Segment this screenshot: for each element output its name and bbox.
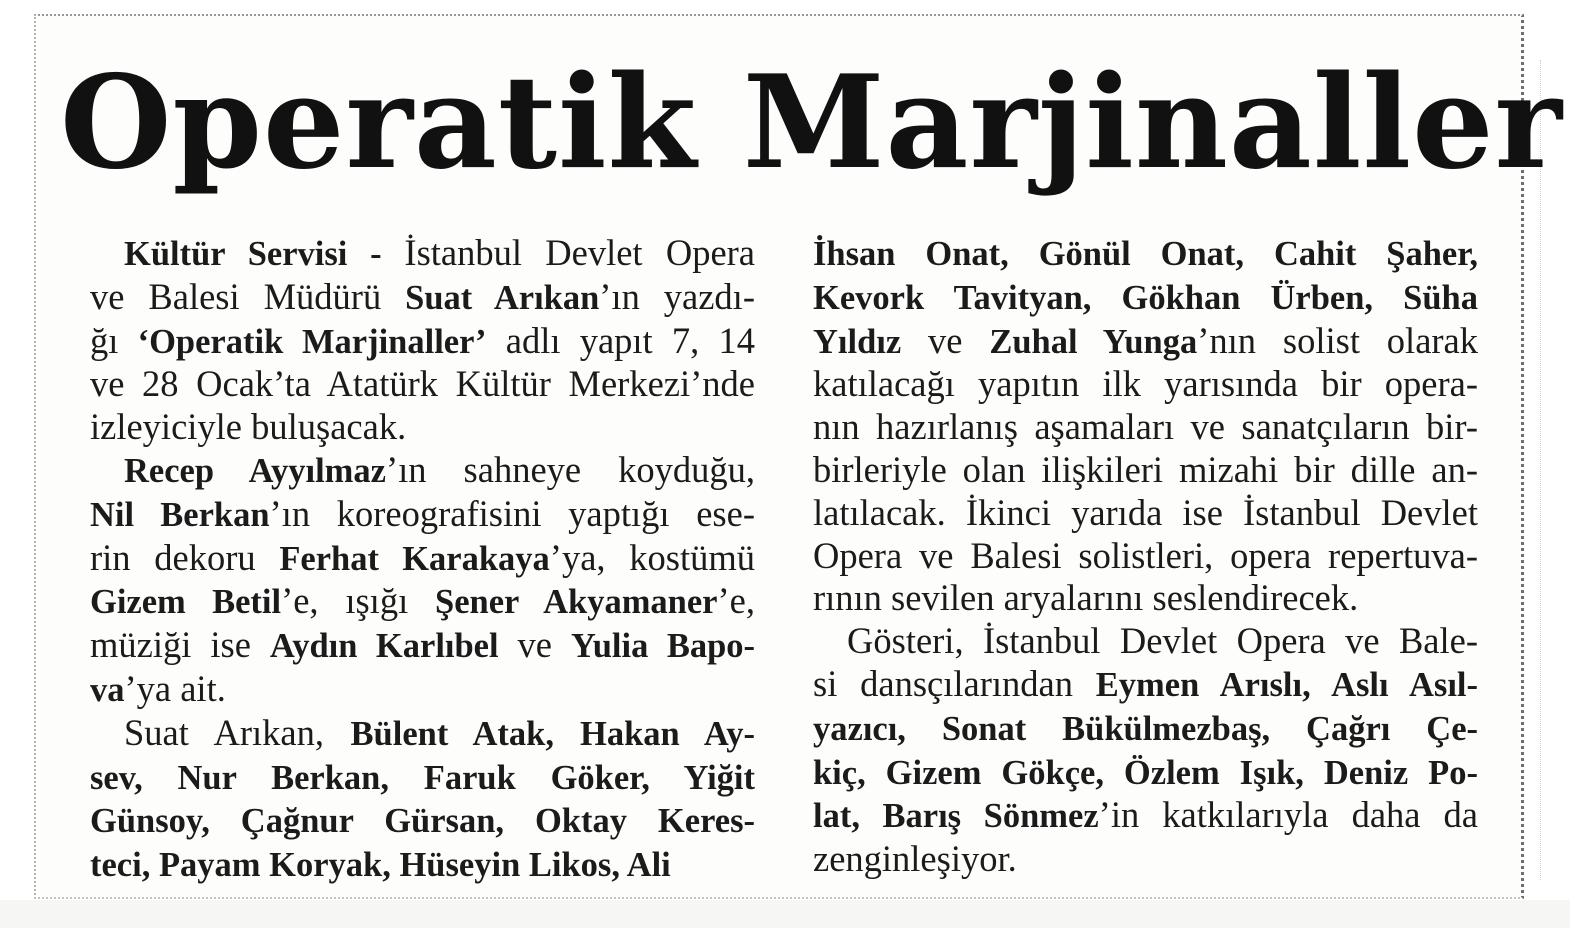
text-line [813, 663, 1478, 707]
text-line [90, 493, 755, 537]
text-line [90, 449, 755, 493]
text-line [813, 577, 1478, 620]
text-line [813, 535, 1478, 578]
text-run: ’nın solist olarak [1197, 319, 1478, 361]
text-run: birleriyle olan ilişkileri mizahi bir dille an- [813, 448, 1478, 490]
bold-name: Kevork Tavityan, Gökhan Ürben, Süha [813, 278, 1478, 317]
bold-name: Günsoy, Çağnur Gürsan, Oktay Keres- [90, 802, 755, 841]
text-line [813, 449, 1478, 492]
bold-name: Aydın Karlıbel [269, 627, 499, 666]
bold-name: Nil Berkan [90, 495, 270, 534]
text-line [813, 492, 1478, 535]
bold-name: kiç, Gizem Gökçe, Özlem Işık, Deniz Po- [813, 753, 1478, 792]
text-line [90, 580, 755, 624]
text-run: ’e, ışığı [281, 580, 436, 622]
bold-name: sev, Nur Berkan, Faruk Göker, Yiğit [90, 758, 755, 797]
text-line [90, 712, 755, 756]
bold-name: va [90, 670, 125, 709]
text-line [813, 838, 1478, 881]
text-line [90, 799, 755, 843]
text-line [813, 320, 1478, 364]
scan-margin [0, 900, 1570, 928]
text-run: ve 28 Ocak’ta Atatürk Kültür Merkezi’nde [90, 363, 755, 405]
text-line [90, 276, 755, 320]
text-line [90, 668, 755, 712]
text-run: rin dekoru [90, 536, 280, 578]
text-run: ve [498, 624, 571, 666]
bold-name: lat, Barış Sönmez [813, 797, 1099, 836]
text-run: zenginleşiyor. [813, 838, 1017, 880]
text-line [90, 406, 755, 449]
text-line [813, 794, 1478, 838]
bold-name: yazıcı, Sonat Bükülmezbaş, Çağrı Çe- [813, 709, 1478, 748]
article-column-right [813, 232, 1478, 881]
text-run: ’ya ait. [124, 667, 226, 709]
text-line [813, 276, 1478, 320]
text-run: katılacağı yapıtın ilk yarısında bir opera- [813, 363, 1478, 405]
bold-name: Şener Akyamaner [435, 583, 718, 622]
text-line [813, 707, 1478, 751]
bold-name: ‘Operatik Marjinaller’ [137, 322, 487, 361]
text-run: Gösteri, İstanbul Devlet Opera ve Bale- [847, 620, 1478, 662]
text-run: si dansçılarından [813, 662, 1096, 704]
text-run: ’e, [717, 580, 755, 622]
text-line [90, 843, 755, 887]
text-run: ’in katkılarıyla daha da [1098, 794, 1478, 836]
text-run: Suat Arıkan, [124, 711, 351, 753]
bold-name: Suat Arıkan [405, 278, 600, 317]
text-line [813, 620, 1478, 663]
text-line [90, 756, 755, 800]
bold-name: Recep Ayyılmaz [124, 451, 386, 490]
bold-name: teci, Payam Koryak, Hüseyin Likos, Ali [90, 846, 671, 885]
text-run: ve [901, 319, 990, 361]
text-line [813, 232, 1478, 276]
text-line [90, 624, 755, 668]
text-line [90, 320, 755, 364]
article-headline: Operatik Marjinaller [60, 48, 1563, 198]
text-run: müziği ise [90, 624, 270, 666]
text-run: İstanbul Devlet Opera [404, 232, 755, 273]
text-run: ’ın koreografisini yaptığı ese- [269, 492, 755, 534]
text-run: ğı [90, 319, 138, 361]
article-column-left [90, 232, 755, 887]
text-run: rının sevilen aryalarını seslendirecek. [813, 577, 1359, 619]
bold-name: Zuhal Yunga [989, 322, 1198, 361]
text-line [813, 751, 1478, 795]
text-run: Opera ve Balesi solistleri, opera repertuva- [813, 534, 1478, 576]
text-run: adlı yapıt 7, 14 [486, 319, 755, 361]
text-line [90, 232, 755, 276]
bold-name: Ferhat Karakaya [279, 539, 550, 578]
bold-name: Yıldız [813, 322, 902, 361]
bold-name: Yulia Bapo- [570, 627, 756, 666]
text-run: ve Balesi Müdürü [90, 275, 406, 317]
text-run: ’ya, kostümü [549, 536, 755, 578]
text-run: ’ın yazdı- [599, 275, 755, 317]
text-line [813, 406, 1478, 449]
bold-name: Kültür Servisi - [124, 235, 405, 273]
text-line [90, 537, 755, 581]
text-run: ’ın sahneye koyduğu, [385, 448, 755, 490]
bold-name: Bülent Atak, Hakan Ay- [350, 714, 756, 753]
text-run: nın hazırlanış aşamaları ve sanatçıların bir- [813, 406, 1478, 448]
text-run: izleyiciyle buluşacak. [90, 406, 407, 448]
bold-name: İhsan Onat, Gönül Onat, Cahit Şaher, [813, 235, 1478, 273]
bold-name: Gizem Betil [90, 583, 282, 622]
text-line [813, 363, 1478, 406]
text-run: latılacak. İkinci yarıda ise İstanbul Devlet [813, 491, 1478, 533]
bold-name: Eymen Arıslı, Aslı Asıl- [1095, 665, 1478, 704]
text-line [90, 363, 755, 406]
